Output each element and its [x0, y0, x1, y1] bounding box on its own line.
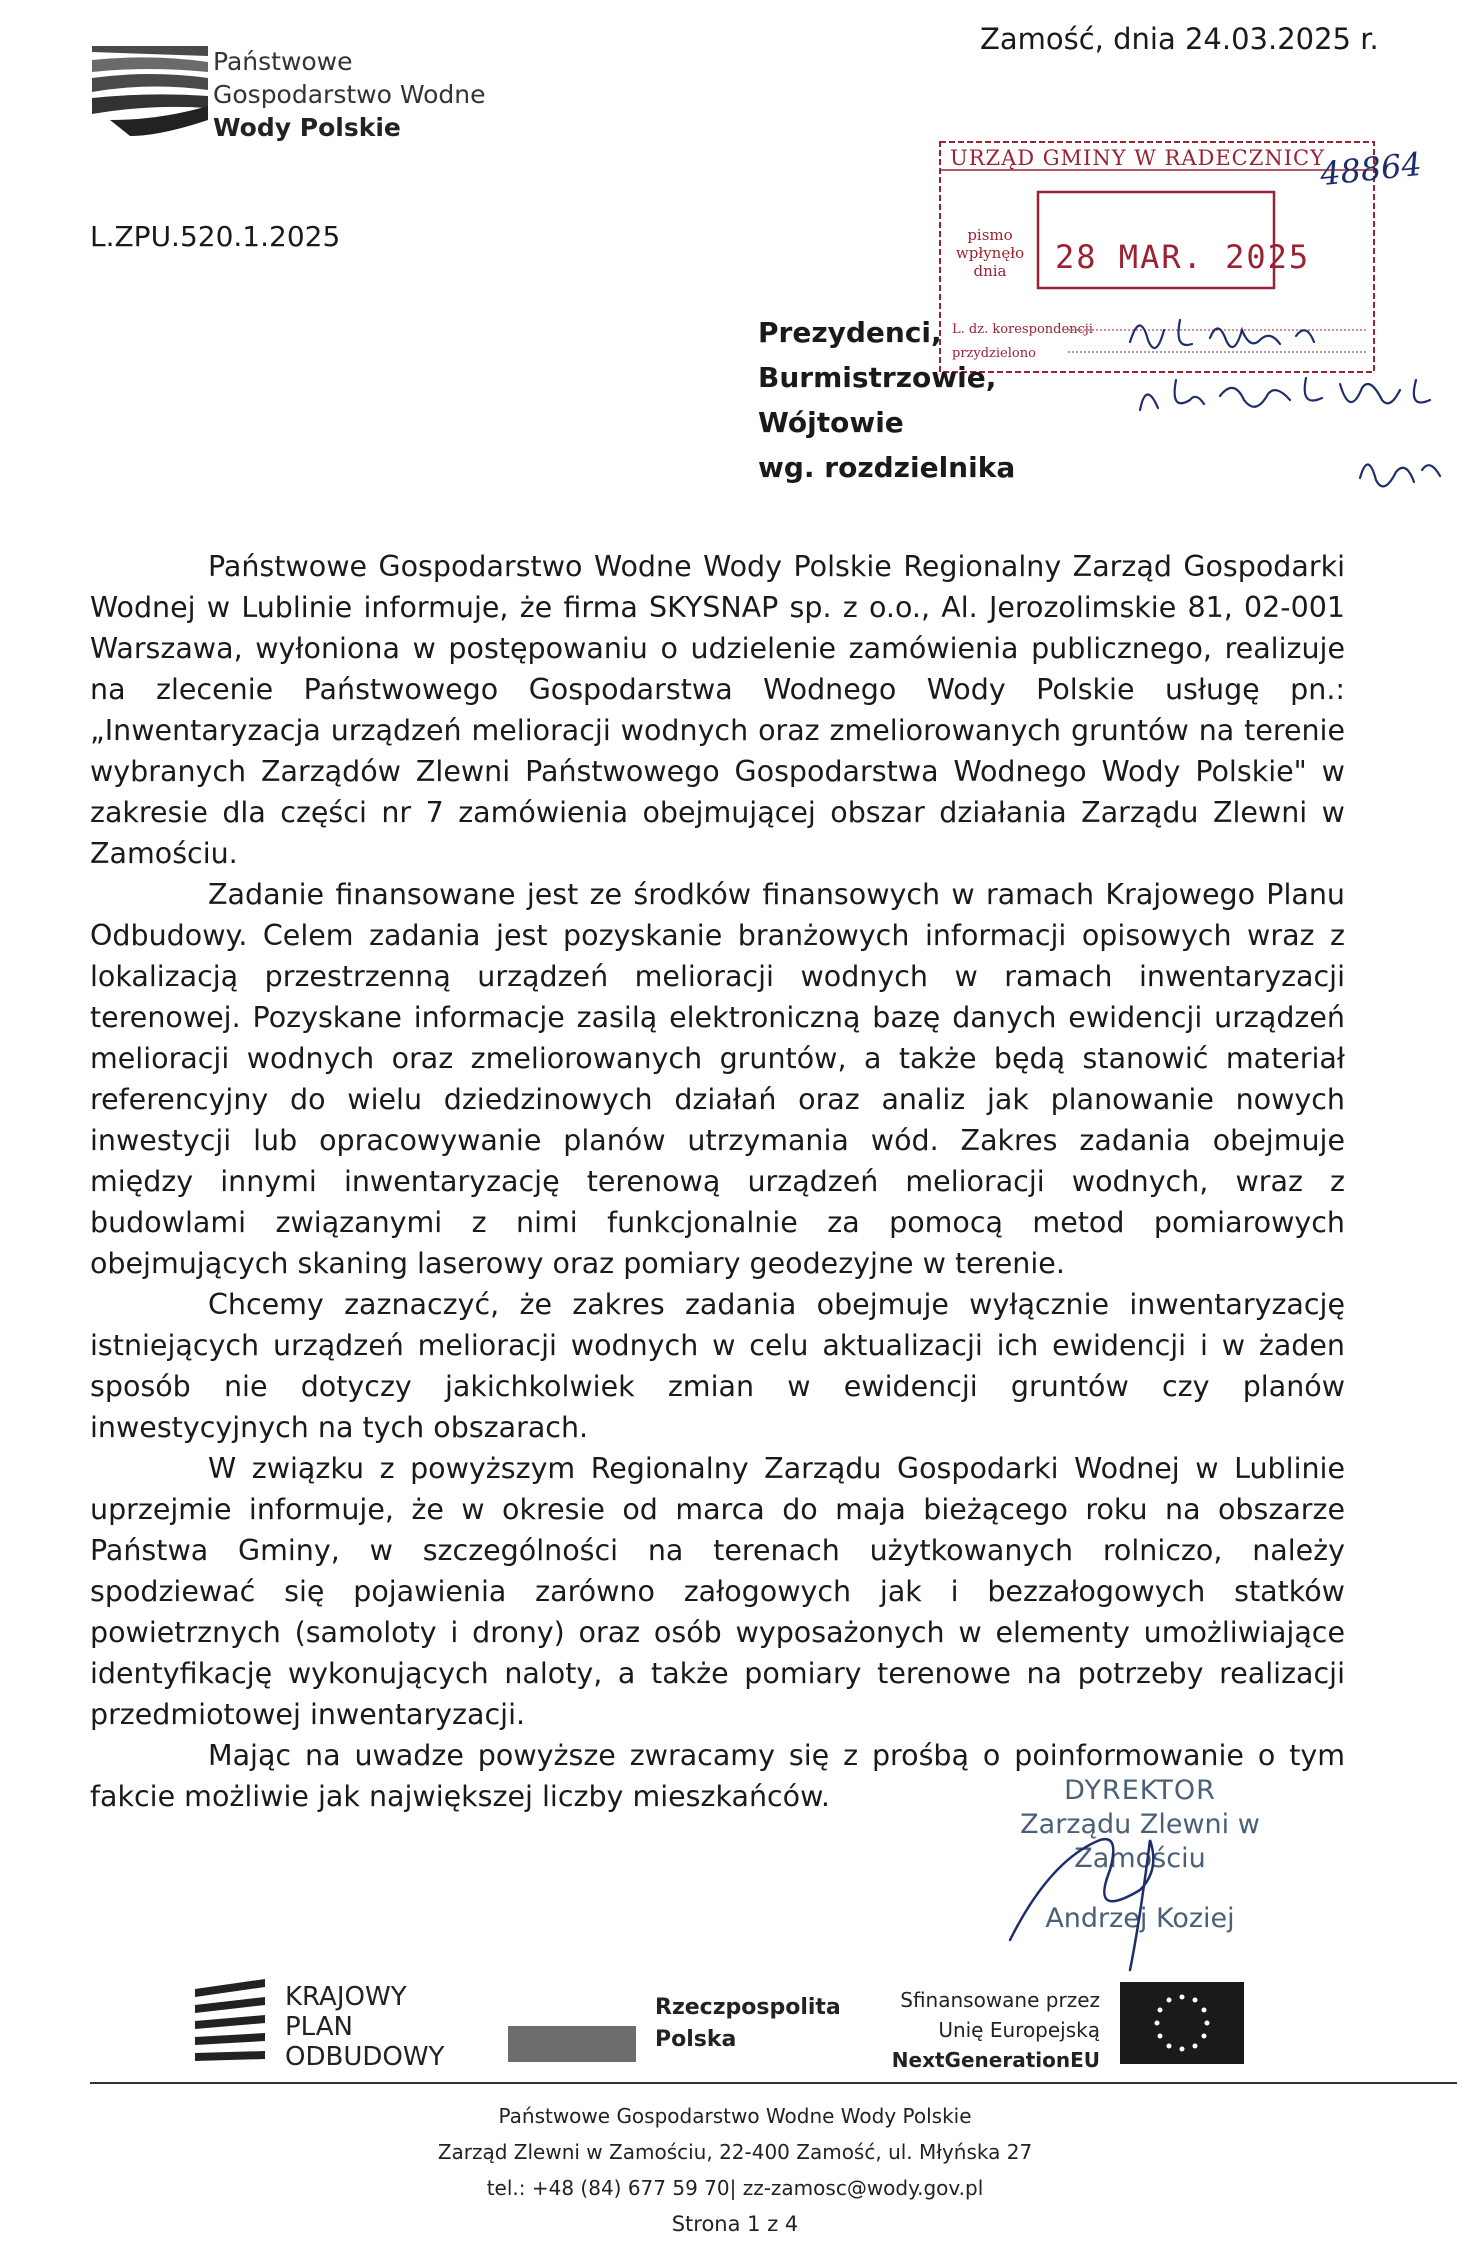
- stamp-title: URZĄD GMINY W RADECZNICY: [950, 146, 1325, 170]
- signature-unit: Zarządu Zlewni w Zamościu: [1020, 1809, 1260, 1874]
- logo-line-3: Wody Polskie: [213, 113, 401, 142]
- kpo-line: PLAN: [285, 2012, 353, 2042]
- eu-line: NextGenerationEU: [891, 2048, 1100, 2072]
- body-paragraph: Państwowe Gospodarstwo Wodne Wody Polskie Regionalny Zarząd Gospodarki Wodnej w Lublinie informuje, że firma SKYSNAP sp. z o.o., Al. Jerozolimskie 81, 02-001 Warszawa, wyłoniona w postępowaniu o udzielenie zamówienia publicznego, realizuje na zlecenie Państwowego Gospodarstwa Wodnego Wody Polskie usługę pn.: „Inwentaryzacja urządzeń melioracji wodnych oraz zmeliorowanych gruntów na terenie wybranych Zarządów Zlewni Państwowego Gospodarstwa Wodnego Wody Polskie" w zakresie dla części nr 7 zamówienia obejmującej obszar działania Zarządu Zlewni w Zamościu.: [90, 550, 1345, 870]
- body-paragraph: W związku z powyższym Regionalny Zarządu Gospodarki Wodnej w Lublinie uprzejmie informuje, że w okresie od marca do maja bieżącego roku na obszarze Państwa Gminy, w szczególności na terenach użytkowanych rolniczo, należy spodziewać się pojawienia zarówno załogowych jak i bezzałogowych statków powietrznych (samoloty i drony) oraz osób wyposażonych w elementy umożliwiające identyfikację wykonujących naloty, a także pomiary terenowe na potrzeby realizacji przedmiotowej inwentaryzacji.: [90, 1452, 1345, 1731]
- stamp-label-assigned: przydzielono: [952, 346, 1036, 361]
- letter-body: [90, 546, 1345, 1817]
- reference-number: L.ZPU.520.1.2025: [90, 220, 341, 253]
- stamp-date: 28 MAR. 2025: [1055, 238, 1311, 276]
- body-paragraph: Chcemy zaznaczyć, że zakres zadania obejmuje wyłącznie inwentaryzację istniejących urządzeń melioracji wodnych w celu aktualizacji ich ewidencji i w żaden sposób nie dotyczy jakichkolwiek zmian w ewidencji gruntów czy planów inwestycyjnych na tych obszarach.: [90, 1288, 1345, 1444]
- kpo-line: KRAJOWY: [285, 1982, 407, 2012]
- footer-line: Zarząd Zlewni w Zamościu, 22-400 Zamość, ul. Młyńska 27: [437, 2140, 1033, 2164]
- body-paragraph: Zadanie finansowane jest ze środków finansowych w ramach Krajowego Planu Odbudowy. Celem zadania jest pozyskanie branżowych informacji opisowych wraz z lokalizacją przestrzenną urządzeń melioracji wodnych w ramach inwentaryzacji terenowej. Pozyskane informacje zasilą elektroniczną bazę danych ewidencji urządzeń melioracji wodnych oraz zmeliorowanych gruntów, a także będą stanowić materiał referencyjny do wielu dziedzinowych działań oraz analiz jak planowanie nowych inwestycji lub opracowywanie planów utrzymania wód. Zakres zadania obejmuje między innymi inwentaryzację terenową urządzeń melioracji wodnych, wraz z budowlami związanymi z nimi funkcjonalnie za pomocą metod pomiarowych obejmujących skaning laserowy oraz pomiary geodezyjne w terenie.: [90, 878, 1345, 1280]
- recipient-line: Wójtowie: [758, 406, 904, 439]
- handwritten-signature: [990, 1800, 1230, 1980]
- kpo-logo-icon: [185, 1975, 275, 2065]
- page-number: Strona 1 z 4: [671, 2212, 799, 2236]
- stamp-label-correspondence: L. dz. korespondencji: [952, 322, 1093, 337]
- signature-name: Andrzej Koziej: [1045, 1903, 1235, 1934]
- stamp-handwritten-number: 48864: [1318, 144, 1424, 194]
- recipient-line: Prezydenci,: [758, 316, 942, 349]
- logo-line-2: Gospodarstwo Wodne: [213, 80, 486, 109]
- eu-line: Unię Europejską: [938, 2018, 1100, 2042]
- signature-title: DYREKTOR: [1064, 1775, 1216, 1806]
- rp-label: [655, 1992, 841, 2056]
- eu-funding-label: [880, 1985, 1100, 2075]
- handwritten-annotations: [1100, 300, 1460, 530]
- footer-divider: [90, 2082, 1457, 2084]
- logo-line-1: Państwowe: [213, 47, 353, 76]
- kpo-line: ODBUDOWY: [285, 2042, 445, 2072]
- recipient-line: wg. rozdzielnika: [758, 451, 1016, 484]
- kpo-label: [285, 1982, 444, 2072]
- stamp-label-received: pismo wpłynęło dnia: [955, 226, 1025, 280]
- recipient-line: Burmistrzowie,: [758, 361, 997, 394]
- footer-line: Państwowe Gospodarstwo Wodne Wody Polskie: [498, 2104, 972, 2128]
- polish-flag-bar: [508, 2026, 636, 2062]
- rp-line: Rzeczpospolita: [655, 1995, 841, 2020]
- rp-line: Polska: [655, 2027, 737, 2052]
- recipients-block: [758, 310, 1015, 490]
- footer-line: tel.: +48 (84) 677 59 70| zz-zamosc@wody.gov.pl: [486, 2176, 984, 2200]
- eu-flag-icon: [1120, 1982, 1244, 2064]
- logo-text: [213, 45, 486, 144]
- eu-line: Sfinansowane przez: [900, 1988, 1100, 2012]
- footer: [0, 2098, 1470, 2242]
- body-paragraph: Mając na uwadze powyższe zwracamy się z prośbą o poinformowanie o tym fakcie możliwie jak największej liczby mieszkańców.: [90, 1739, 1345, 1813]
- place-date: Zamość, dnia 24.03.2025 r.: [980, 22, 1379, 56]
